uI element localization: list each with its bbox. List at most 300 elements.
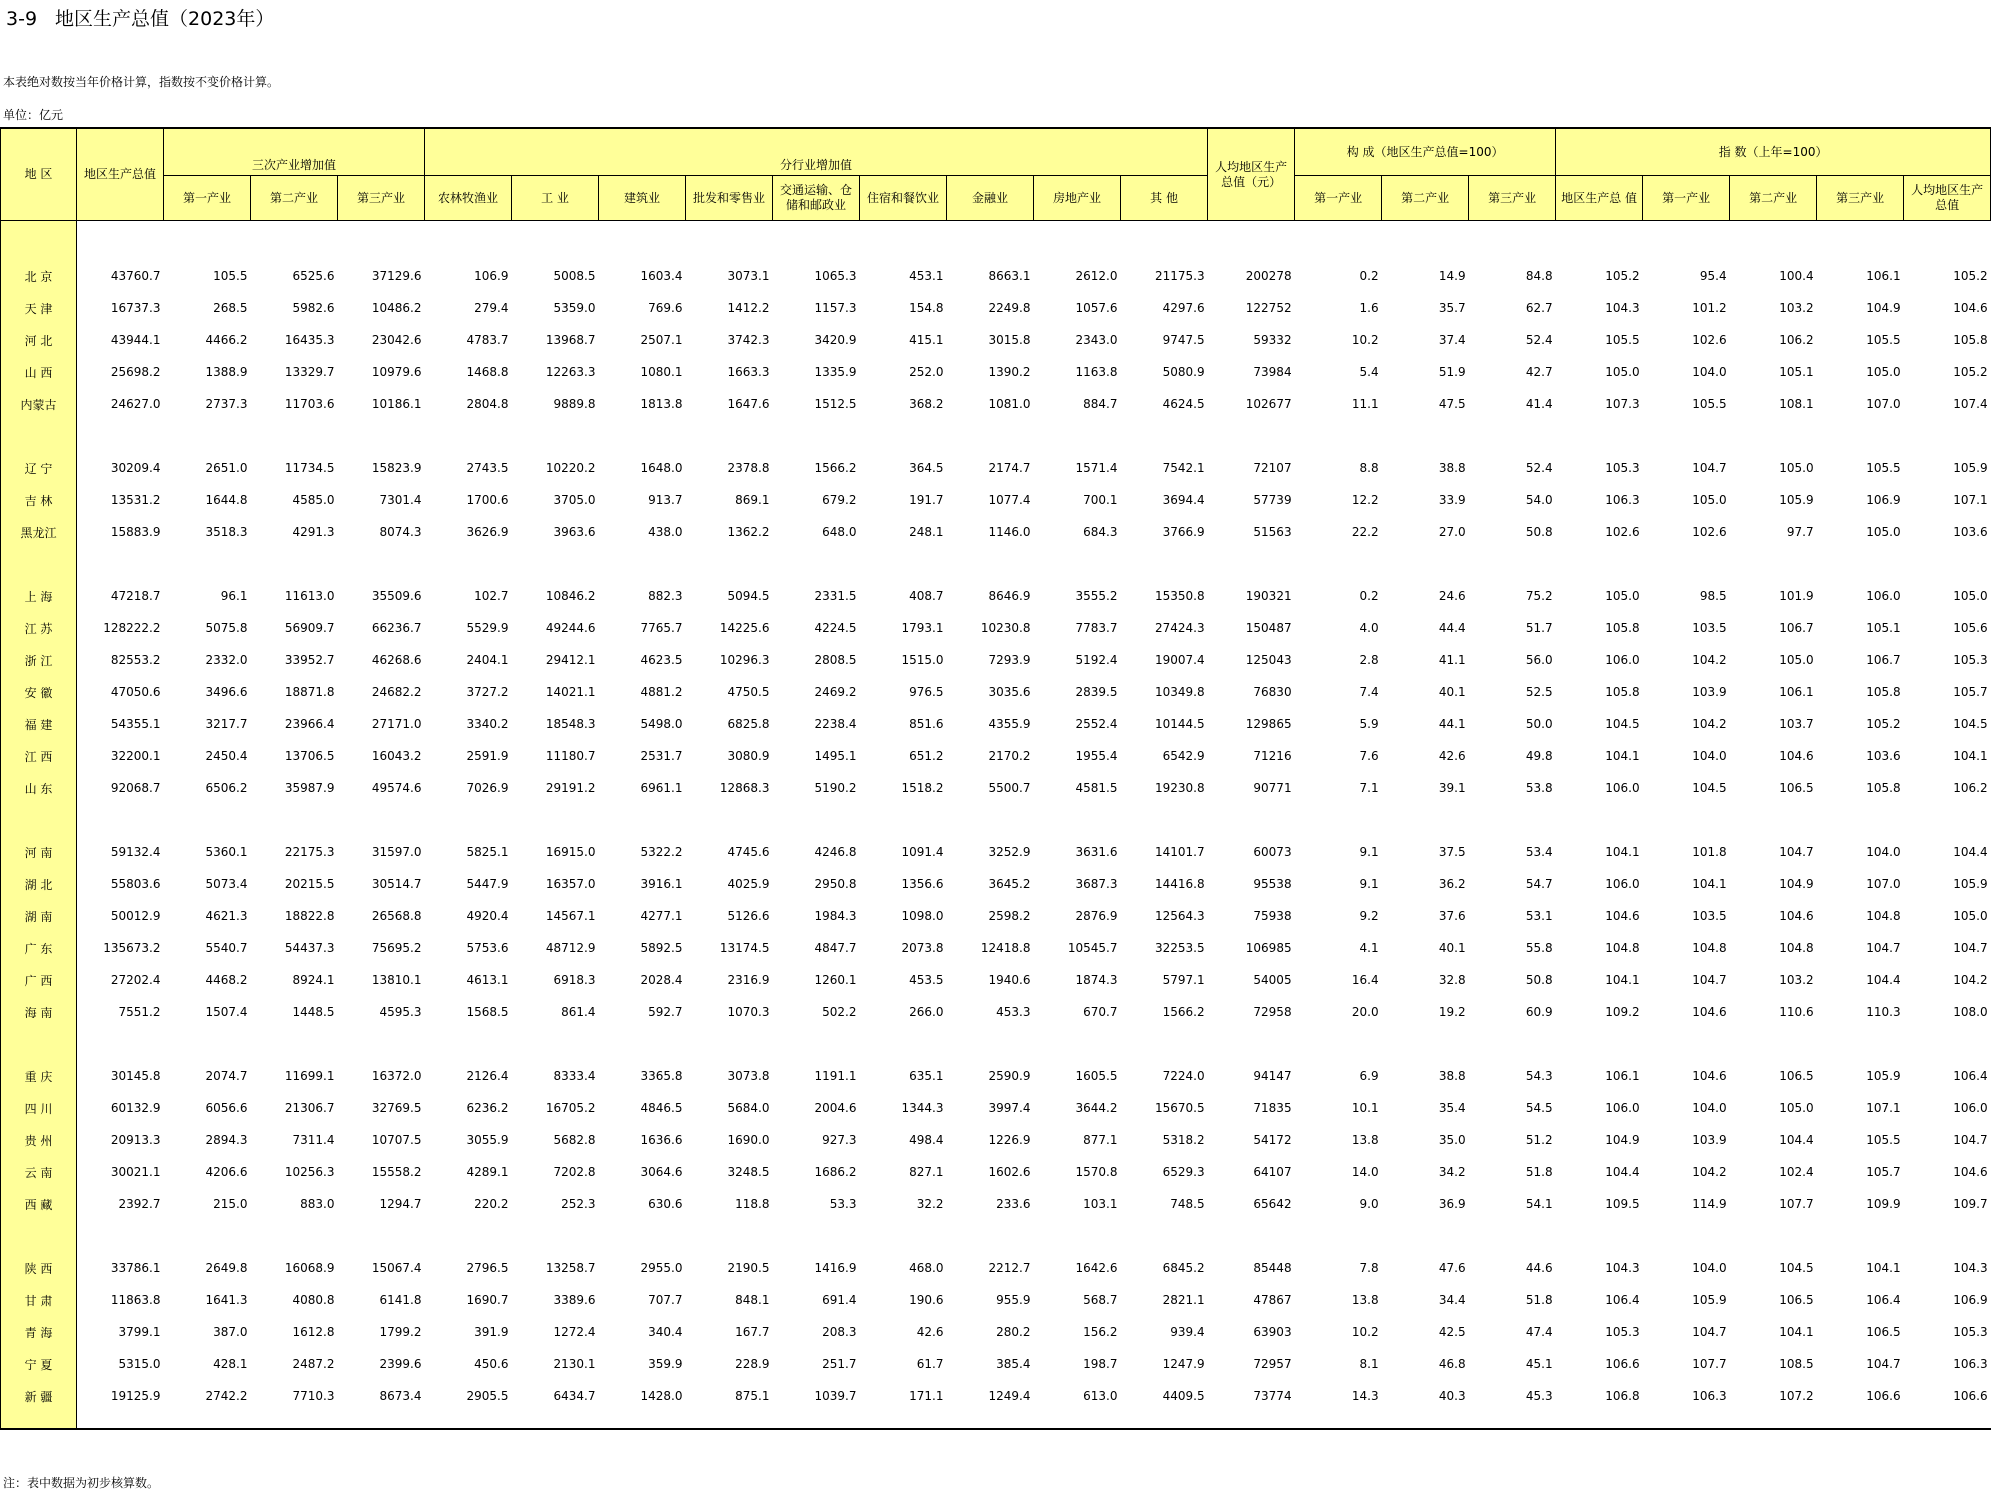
- value-cell: 1566.2: [814, 461, 857, 475]
- value-cell: 71216: [1253, 749, 1292, 763]
- value-cell: 4.1: [1359, 941, 1379, 955]
- value-cell: 105.9: [1866, 1069, 1901, 1083]
- value-cell: 96.1: [220, 589, 248, 603]
- value-cell: 8924.1: [292, 973, 335, 987]
- region-cell: 陕 西: [1, 1252, 77, 1284]
- value-cell: 22.2: [1351, 525, 1379, 539]
- value-cell: 109.9: [1866, 1197, 1901, 1211]
- value-cell: 104.2: [1692, 717, 1727, 731]
- value-cell: 877.1: [1083, 1133, 1118, 1147]
- value-cell: 105.0: [1779, 461, 1814, 475]
- value-cell: 105.5: [1866, 333, 1901, 347]
- value-cell: 35987.9: [284, 781, 335, 795]
- value-cell: 679.2: [822, 493, 857, 507]
- value-cell: 110.3: [1866, 1005, 1901, 1019]
- region-cell: 湖 北: [1, 868, 77, 900]
- value-cell: 5318.2: [1162, 1133, 1205, 1147]
- value-cell: 1984.3: [814, 909, 857, 923]
- value-cell: 4224.5: [814, 621, 857, 635]
- value-cell: 52.4: [1525, 461, 1553, 475]
- value-cell: 1507.4: [205, 1005, 248, 1019]
- value-cell: 2392.7: [118, 1197, 161, 1211]
- value-cell: 47.5: [1438, 397, 1466, 411]
- value-cell: 53.3: [829, 1197, 857, 1211]
- value-cell: 1344.3: [901, 1101, 944, 1115]
- table-number: 3-9: [6, 8, 38, 30]
- value-cell: 1057.6: [1075, 301, 1118, 315]
- value-cell: 5190.2: [814, 781, 857, 795]
- value-cell: 7710.3: [292, 1389, 335, 1403]
- value-cell: 104.5: [1605, 717, 1640, 731]
- value-cell: 2238.4: [814, 717, 857, 731]
- value-cell: 4585.0: [292, 493, 335, 507]
- table-row: [1, 740, 1991, 772]
- value-cell: 30514.7: [371, 877, 422, 891]
- value-cell: 1039.7: [814, 1389, 857, 1403]
- value-cell: 3997.4: [988, 1101, 1031, 1115]
- value-cell: 104.9: [1605, 1133, 1640, 1147]
- value-cell: 2651.0: [205, 461, 248, 475]
- value-cell: 8.1: [1359, 1357, 1379, 1371]
- value-cell: 3555.2: [1075, 589, 1118, 603]
- value-cell: 18871.8: [284, 685, 335, 699]
- value-cell: 3055.9: [466, 1133, 509, 1147]
- region-cell: 北 京: [1, 260, 77, 292]
- value-cell: 3963.6: [553, 525, 596, 539]
- value-cell: 3248.5: [727, 1165, 770, 1179]
- value-cell: 24682.2: [371, 685, 422, 699]
- value-cell: 104.2: [1953, 973, 1988, 987]
- value-cell: 104.5: [1953, 717, 1988, 731]
- region-cell: 贵 州: [1, 1124, 77, 1156]
- value-cell: 54.7: [1525, 877, 1553, 891]
- value-cell: 2404.1: [466, 653, 509, 667]
- value-cell: 105.5: [1866, 1133, 1901, 1147]
- value-cell: 32200.1: [110, 749, 161, 763]
- value-cell: 104.8: [1692, 941, 1727, 955]
- value-cell: 6825.8: [727, 717, 770, 731]
- value-cell: 4846.5: [640, 1101, 683, 1115]
- value-cell: 5447.9: [466, 877, 509, 891]
- region-cell: 湖 南: [1, 900, 77, 932]
- value-cell: 1272.4: [553, 1325, 596, 1339]
- value-cell: 408.7: [909, 589, 944, 603]
- value-cell: 340.4: [648, 1325, 683, 1339]
- header-hotel: 住宿和餐饮业: [860, 176, 947, 221]
- value-cell: 1644.8: [205, 493, 248, 507]
- value-cell: 9889.8: [553, 397, 596, 411]
- value-cell: 53.8: [1525, 781, 1553, 795]
- value-cell: 150487: [1245, 621, 1292, 635]
- value-cell: 105.5: [1692, 397, 1727, 411]
- value-cell: 105.0: [1605, 589, 1640, 603]
- value-cell: 14567.1: [545, 909, 596, 923]
- value-cell: 2894.3: [205, 1133, 248, 1147]
- header-per-capita: 人均地区生产总值（元）: [1208, 128, 1295, 221]
- value-cell: 97.7: [1786, 525, 1814, 539]
- value-cell: 4623.5: [640, 653, 683, 667]
- table-row: [1, 388, 1991, 420]
- value-cell: 27.0: [1438, 525, 1466, 539]
- value-cell: 5753.6: [466, 941, 509, 955]
- table-row: [1, 1060, 1991, 1092]
- value-cell: 59132.4: [110, 845, 161, 859]
- value-cell: 15067.4: [371, 1261, 422, 1275]
- value-cell: 1690.7: [466, 1293, 509, 1307]
- value-cell: 105.8: [1605, 685, 1640, 699]
- value-cell: 248.1: [909, 525, 944, 539]
- value-cell: 104.0: [1692, 1261, 1727, 1275]
- value-cell: 27171.0: [371, 717, 422, 731]
- value-cell: 12.2: [1351, 493, 1379, 507]
- table-row: [1, 900, 1991, 932]
- value-cell: 10979.6: [371, 365, 422, 379]
- header-trade: 批发和零售业: [686, 176, 773, 221]
- header-tertiary: 第三产业: [338, 176, 425, 221]
- value-cell: 1612.8: [292, 1325, 335, 1339]
- value-cell: 648.0: [822, 525, 857, 539]
- table-row: [1, 644, 1991, 676]
- value-cell: 106.1: [1866, 269, 1901, 283]
- value-cell: 103.5: [1692, 909, 1727, 923]
- value-cell: 104.3: [1605, 301, 1640, 315]
- value-cell: 1512.5: [814, 397, 857, 411]
- value-cell: 251.7: [822, 1357, 857, 1371]
- value-cell: 8673.4: [379, 1389, 422, 1403]
- header-composition: 构 成（地区生产总值=100）: [1295, 128, 1556, 176]
- value-cell: 18548.3: [545, 717, 596, 731]
- table-row: [1, 292, 1991, 324]
- value-cell: 45.3: [1525, 1389, 1553, 1403]
- value-cell: 42.6: [916, 1325, 944, 1339]
- value-cell: 453.1: [909, 269, 944, 283]
- value-cell: 106.4: [1953, 1069, 1988, 1083]
- value-cell: 46268.6: [371, 653, 422, 667]
- value-cell: 104.6: [1692, 1069, 1727, 1083]
- header-gdp: 地区生产总值: [77, 128, 164, 221]
- value-cell: 118.8: [735, 1197, 770, 1211]
- value-cell: 104.5: [1779, 1261, 1814, 1275]
- value-cell: 104.9: [1779, 877, 1814, 891]
- region-cell: 四 川: [1, 1092, 77, 1124]
- value-cell: 4246.8: [814, 845, 857, 859]
- value-cell: 2804.8: [466, 397, 509, 411]
- value-cell: 76830: [1253, 685, 1292, 699]
- value-cell: 4750.5: [727, 685, 770, 699]
- value-cell: 1191.1: [814, 1069, 857, 1083]
- value-cell: 4881.2: [640, 685, 683, 699]
- value-cell: 32769.5: [371, 1101, 422, 1115]
- value-cell: 73984: [1253, 365, 1292, 379]
- value-cell: 2531.7: [640, 749, 683, 763]
- header-finance: 金融业: [947, 176, 1034, 221]
- value-cell: 44.6: [1525, 1261, 1553, 1275]
- value-cell: 2598.2: [988, 909, 1031, 923]
- gdp-table: [0, 127, 1991, 1430]
- value-cell: 104.3: [1953, 1261, 1988, 1275]
- value-cell: 10.2: [1351, 1325, 1379, 1339]
- value-cell: 15823.9: [371, 461, 422, 475]
- value-cell: 0.2: [1359, 589, 1379, 603]
- value-cell: 1390.2: [988, 365, 1031, 379]
- value-cell: 14225.6: [719, 621, 770, 635]
- value-cell: 2796.5: [466, 1261, 509, 1275]
- value-cell: 15670.5: [1154, 1101, 1205, 1115]
- value-cell: 233.6: [996, 1197, 1031, 1211]
- value-cell: 1663.3: [727, 365, 770, 379]
- value-cell: 104.7: [1953, 1133, 1988, 1147]
- value-cell: 55803.6: [110, 877, 161, 891]
- value-cell: 66236.7: [371, 621, 422, 635]
- value-cell: 12418.8: [980, 941, 1031, 955]
- value-cell: 82553.2: [110, 653, 161, 667]
- value-cell: 16372.0: [371, 1069, 422, 1083]
- value-cell: 63903: [1253, 1325, 1292, 1339]
- value-cell: 104.6: [1605, 909, 1640, 923]
- table-row: [1, 580, 1991, 612]
- value-cell: 391.9: [474, 1325, 509, 1339]
- value-cell: 7551.2: [118, 1005, 161, 1019]
- table-row: [1, 1348, 1991, 1380]
- value-cell: 4206.6: [205, 1165, 248, 1179]
- value-cell: 6961.1: [640, 781, 683, 795]
- value-cell: 4621.3: [205, 909, 248, 923]
- value-cell: 103.1: [1083, 1197, 1118, 1211]
- value-cell: 1636.6: [640, 1133, 683, 1147]
- value-cell: 50.0: [1525, 717, 1553, 731]
- value-cell: 44.1: [1438, 717, 1466, 731]
- value-cell: 33.9: [1438, 493, 1466, 507]
- value-cell: 13174.5: [719, 941, 770, 955]
- value-cell: 5797.1: [1162, 973, 1205, 987]
- value-cell: 30145.8: [110, 1069, 161, 1083]
- table-row: [1, 1188, 1991, 1220]
- value-cell: 128222.2: [103, 621, 161, 635]
- value-cell: 10186.1: [371, 397, 422, 411]
- group-gap: [1, 221, 1991, 261]
- value-cell: 106.8: [1605, 1389, 1640, 1403]
- value-cell: 106.0: [1605, 877, 1640, 891]
- value-cell: 104.0: [1692, 365, 1727, 379]
- value-cell: 94147: [1253, 1069, 1292, 1083]
- value-cell: 3518.3: [205, 525, 248, 539]
- group-gap: [1, 1412, 1991, 1429]
- value-cell: 3420.9: [814, 333, 857, 347]
- value-cell: 105.9: [1953, 877, 1988, 891]
- value-cell: 104.1: [1866, 1261, 1901, 1275]
- value-cell: 198.7: [1083, 1357, 1118, 1371]
- value-cell: 14.3: [1351, 1389, 1379, 1403]
- value-cell: 105.1: [1779, 365, 1814, 379]
- value-cell: 20913.3: [110, 1133, 161, 1147]
- value-cell: 955.9: [996, 1293, 1031, 1307]
- value-cell: 54.1: [1525, 1197, 1553, 1211]
- value-cell: 106.4: [1605, 1293, 1640, 1307]
- value-cell: 107.1: [1953, 493, 1988, 507]
- value-cell: 12263.3: [545, 365, 596, 379]
- value-cell: 109.7: [1953, 1197, 1988, 1211]
- value-cell: 106.5: [1779, 1293, 1814, 1307]
- value-cell: 3217.7: [205, 717, 248, 731]
- value-cell: 104.8: [1866, 909, 1901, 923]
- header-sector-value-added: 分行业增加值: [425, 128, 1208, 176]
- value-cell: 16043.2: [371, 749, 422, 763]
- value-cell: 1647.6: [727, 397, 770, 411]
- value-cell: 72107: [1253, 461, 1292, 475]
- value-cell: 107.7: [1692, 1357, 1727, 1371]
- value-cell: 105.3: [1953, 653, 1988, 667]
- value-cell: 453.3: [996, 1005, 1031, 1019]
- region-cell: 宁 夏: [1, 1348, 77, 1380]
- value-cell: 60132.9: [110, 1101, 161, 1115]
- value-cell: 34.2: [1438, 1165, 1466, 1179]
- value-cell: 13.8: [1351, 1293, 1379, 1307]
- value-cell: 104.1: [1605, 749, 1640, 763]
- table-row: [1, 516, 1991, 548]
- value-cell: 1568.5: [466, 1005, 509, 1019]
- value-cell: 2905.5: [466, 1389, 509, 1403]
- value-cell: 104.1: [1692, 877, 1727, 891]
- value-cell: 105.6: [1953, 621, 1988, 635]
- value-cell: 5360.1: [205, 845, 248, 859]
- value-cell: 19230.8: [1154, 781, 1205, 795]
- value-cell: 453.5: [909, 973, 944, 987]
- value-cell: 2955.0: [640, 1261, 683, 1275]
- value-cell: 13810.1: [371, 973, 422, 987]
- value-cell: 684.3: [1083, 525, 1118, 539]
- value-cell: 42.7: [1525, 365, 1553, 379]
- value-cell: 105.0: [1953, 589, 1988, 603]
- value-cell: 2649.8: [205, 1261, 248, 1275]
- value-cell: 5682.8: [553, 1133, 596, 1147]
- value-cell: 104.8: [1605, 941, 1640, 955]
- value-cell: 2839.5: [1075, 685, 1118, 699]
- value-cell: 13258.7: [545, 1261, 596, 1275]
- table-row: [1, 868, 1991, 900]
- value-cell: 1.6: [1359, 301, 1379, 315]
- value-cell: 107.7: [1779, 1197, 1814, 1211]
- value-cell: 4297.6: [1162, 301, 1205, 315]
- value-cell: 36.9: [1438, 1197, 1466, 1211]
- region-cell: 福 建: [1, 708, 77, 740]
- value-cell: 103.2: [1779, 973, 1814, 987]
- value-cell: 14.9: [1438, 269, 1466, 283]
- value-cell: 1146.0: [988, 525, 1031, 539]
- value-cell: 2004.6: [814, 1101, 857, 1115]
- value-cell: 1495.1: [814, 749, 857, 763]
- header-three-industries: 三次产业增加值: [164, 128, 425, 176]
- value-cell: 1226.9: [988, 1133, 1031, 1147]
- value-cell: 1642.6: [1075, 1261, 1118, 1275]
- value-cell: 16357.0: [545, 877, 596, 891]
- value-cell: 105.2: [1866, 717, 1901, 731]
- table-note: 本表绝对数按当年价格计算，指数按不变价格计算。: [3, 75, 280, 89]
- value-cell: 101.2: [1692, 301, 1727, 315]
- value-cell: 18822.8: [284, 909, 335, 923]
- value-cell: 105.7: [1953, 685, 1988, 699]
- value-cell: 105.0: [1692, 493, 1727, 507]
- value-cell: 108.1: [1779, 397, 1814, 411]
- value-cell: 105.5: [1866, 461, 1901, 475]
- value-cell: 2074.7: [205, 1069, 248, 1083]
- value-cell: 105.5: [213, 269, 248, 283]
- header-index-per-capita: 人均地区生产总值: [1904, 176, 1991, 221]
- table-row: [1, 708, 1991, 740]
- value-cell: 2487.2: [292, 1357, 335, 1371]
- value-cell: 9.1: [1359, 877, 1379, 891]
- value-cell: 3916.1: [640, 877, 683, 891]
- value-cell: 106.9: [1866, 493, 1901, 507]
- value-cell: 106.9: [1953, 1293, 1988, 1307]
- value-cell: 5500.7: [988, 781, 1031, 795]
- value-cell: 106.0: [1605, 653, 1640, 667]
- value-cell: 9747.5: [1162, 333, 1205, 347]
- value-cell: 2552.4: [1075, 717, 1118, 731]
- value-cell: 861.4: [561, 1005, 596, 1019]
- value-cell: 10230.8: [980, 621, 1031, 635]
- value-cell: 1605.5: [1075, 1069, 1118, 1083]
- value-cell: 107.3: [1605, 397, 1640, 411]
- value-cell: 95538: [1253, 877, 1292, 891]
- value-cell: 848.1: [735, 1293, 770, 1307]
- header-agriculture: 农林牧渔业: [425, 176, 512, 221]
- value-cell: 882.3: [648, 589, 683, 603]
- value-cell: 10545.7: [1067, 941, 1118, 955]
- value-cell: 4468.2: [205, 973, 248, 987]
- group-gap: [1, 804, 1991, 836]
- value-cell: 3073.8: [727, 1069, 770, 1083]
- value-cell: 10486.2: [371, 301, 422, 315]
- value-cell: 35509.6: [371, 589, 422, 603]
- region-cell: 新 疆: [1, 1380, 77, 1412]
- value-cell: 8646.9: [988, 589, 1031, 603]
- value-cell: 769.6: [648, 301, 683, 315]
- value-cell: 9.2: [1359, 909, 1379, 923]
- value-cell: 26568.8: [371, 909, 422, 923]
- value-cell: 104.0: [1692, 749, 1727, 763]
- value-cell: 4080.8: [292, 1293, 335, 1307]
- value-cell: 23042.6: [371, 333, 422, 347]
- value-cell: 53.1: [1525, 909, 1553, 923]
- value-cell: 98.5: [1699, 589, 1727, 603]
- value-cell: 53.4: [1525, 845, 1553, 859]
- value-cell: 707.7: [648, 1293, 683, 1307]
- value-cell: 10846.2: [545, 589, 596, 603]
- value-cell: 104.0: [1692, 1101, 1727, 1115]
- value-cell: 51.8: [1525, 1165, 1553, 1179]
- value-cell: 3389.6: [553, 1293, 596, 1307]
- value-cell: 3705.0: [553, 493, 596, 507]
- value-cell: 106.0: [1866, 589, 1901, 603]
- value-cell: 21175.3: [1154, 269, 1205, 283]
- value-cell: 110.6: [1779, 1005, 1814, 1019]
- value-cell: 104.7: [1692, 461, 1727, 475]
- value-cell: 104.2: [1692, 1165, 1727, 1179]
- value-cell: 8333.4: [553, 1069, 596, 1083]
- value-cell: 4289.1: [466, 1165, 509, 1179]
- value-cell: 49.8: [1525, 749, 1553, 763]
- value-cell: 1388.9: [205, 365, 248, 379]
- value-cell: 40.1: [1438, 685, 1466, 699]
- value-cell: 104.3: [1605, 1261, 1640, 1275]
- value-cell: 7.6: [1359, 749, 1379, 763]
- value-cell: 51563: [1253, 525, 1292, 539]
- value-cell: 1448.5: [292, 1005, 335, 1019]
- region-cell: 青 海: [1, 1316, 77, 1348]
- value-cell: 1955.4: [1075, 749, 1118, 763]
- value-cell: 5094.5: [727, 589, 770, 603]
- value-cell: 106.2: [1779, 333, 1814, 347]
